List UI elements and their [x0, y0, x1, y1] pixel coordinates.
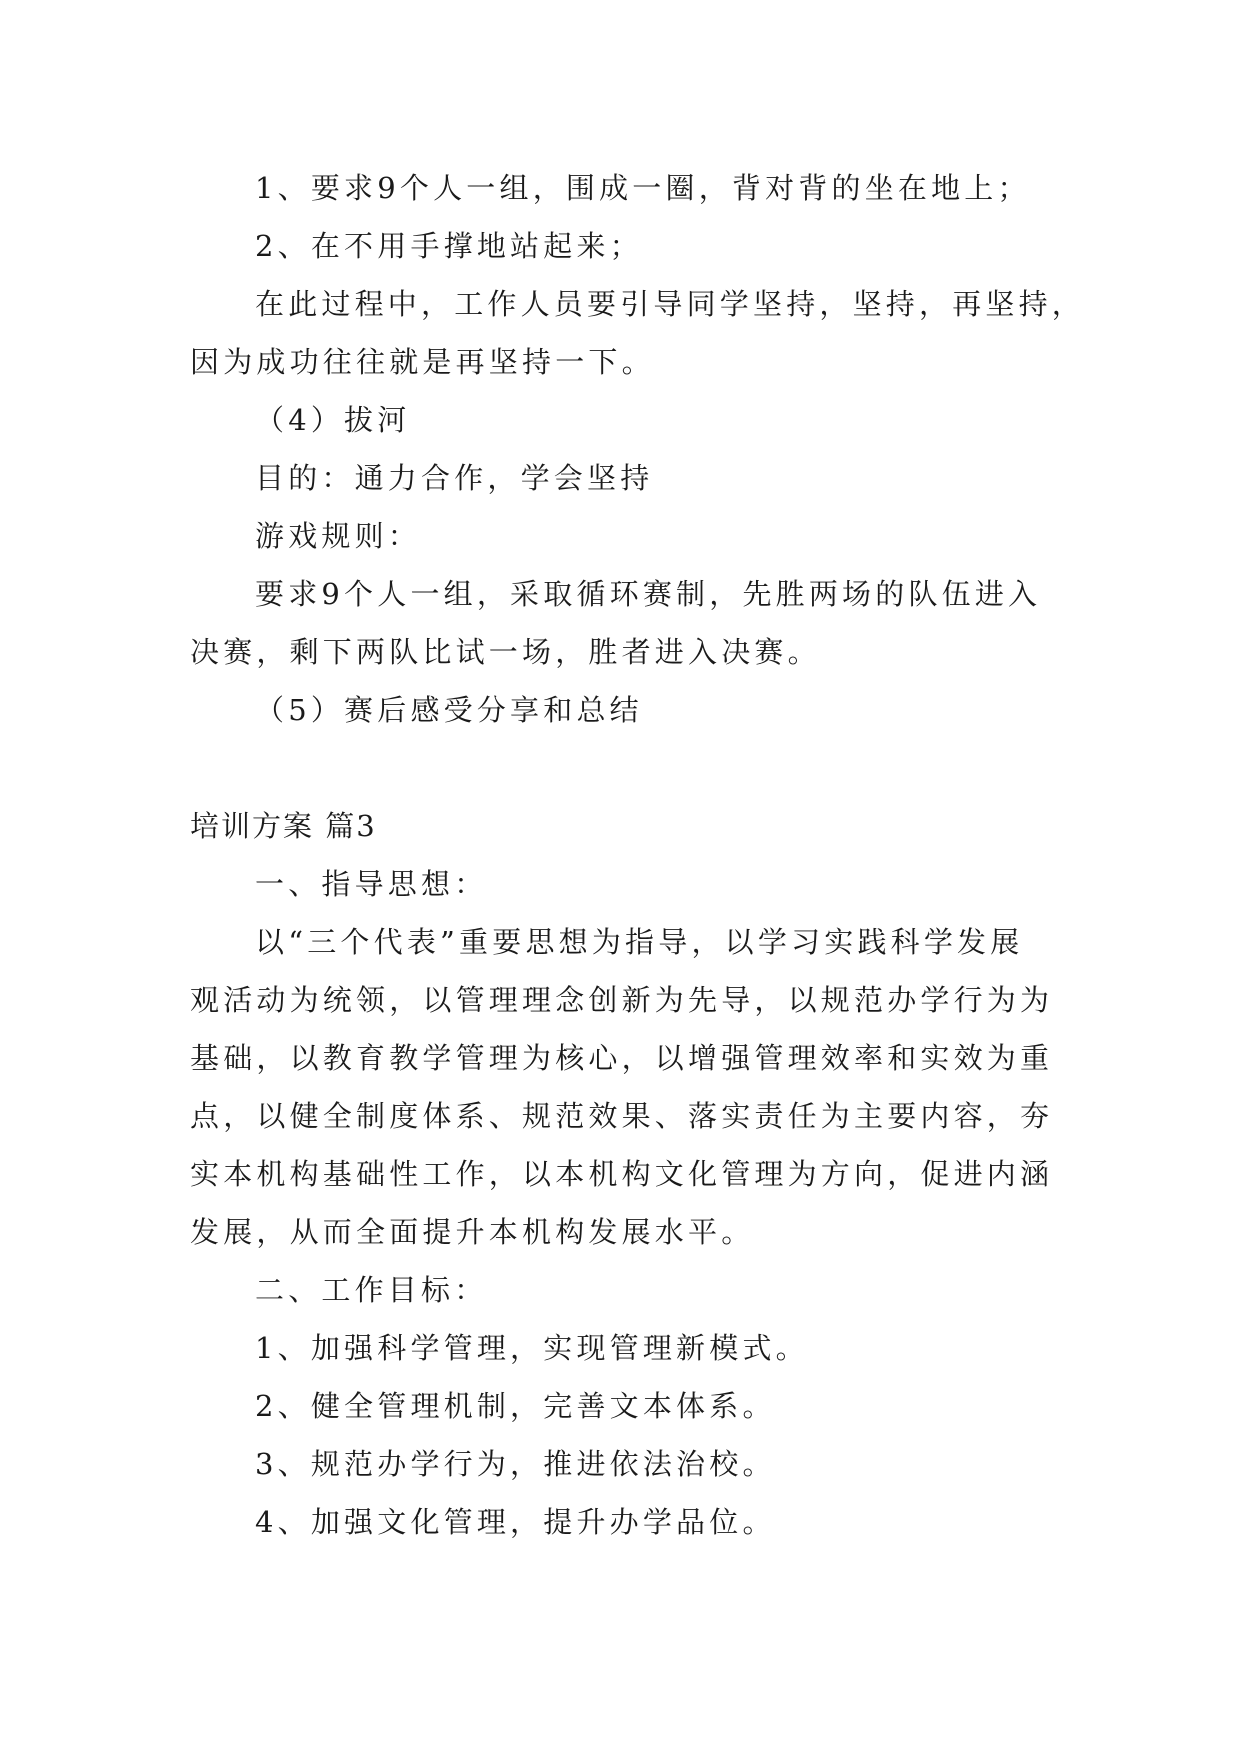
- text-line: 1、要求9个人一组，围成一圈，背对背的坐在地上；: [255, 171, 1031, 205]
- text-line: 以“三个代表”重要思想为指导，以学习实践科学发展: [255, 925, 1024, 959]
- text-line: 4、加强文化管理，提升办学品位。: [255, 1505, 776, 1539]
- text-line: 基础，以教育教学管理为核心，以增强管理效率和实效为重: [190, 1041, 1054, 1075]
- text-line: 游戏规则：: [255, 519, 422, 553]
- text-line: 2、健全管理机制，完善文本体系。: [255, 1389, 776, 1423]
- text-line: 要求9个人一组，采取循环赛制，先胜两场的队伍进入: [255, 577, 1042, 611]
- text-line: 因为成功往往就是再坚持一下。: [190, 345, 655, 379]
- text-line: 一、指导思想：: [255, 867, 488, 901]
- text-line: 3、规范办学行为，推进依法治校。: [255, 1447, 776, 1481]
- text-line: 点，以健全制度体系、规范效果、落实责任为主要内容，夯: [190, 1099, 1054, 1133]
- text-line: 1、加强科学管理，实现管理新模式。: [255, 1331, 809, 1365]
- text-line: 发展，从而全面提升本机构发展水平。: [190, 1215, 755, 1249]
- text-line: 目的：通力合作，学会坚持: [255, 461, 654, 495]
- section-heading: 培训方案 篇3: [190, 809, 377, 843]
- text-line: （4）拔河: [255, 403, 411, 437]
- text-line: 在此过程中，工作人员要引导同学坚持，坚持，再坚持，: [255, 287, 1086, 321]
- text-line: 决赛，剩下两队比试一场，胜者进入决赛。: [190, 635, 821, 669]
- text-line: 观活动为统领，以管理理念创新为先导，以规范办学行为为: [190, 983, 1054, 1017]
- text-line: 2、在不用手撑地站起来；: [255, 229, 643, 263]
- text-line: （5）赛后感受分享和总结: [255, 693, 643, 727]
- text-line: 实本机构基础性工作，以本机构文化管理为方向，促进内涵: [190, 1157, 1054, 1191]
- text-line: 二、工作目标：: [255, 1273, 488, 1307]
